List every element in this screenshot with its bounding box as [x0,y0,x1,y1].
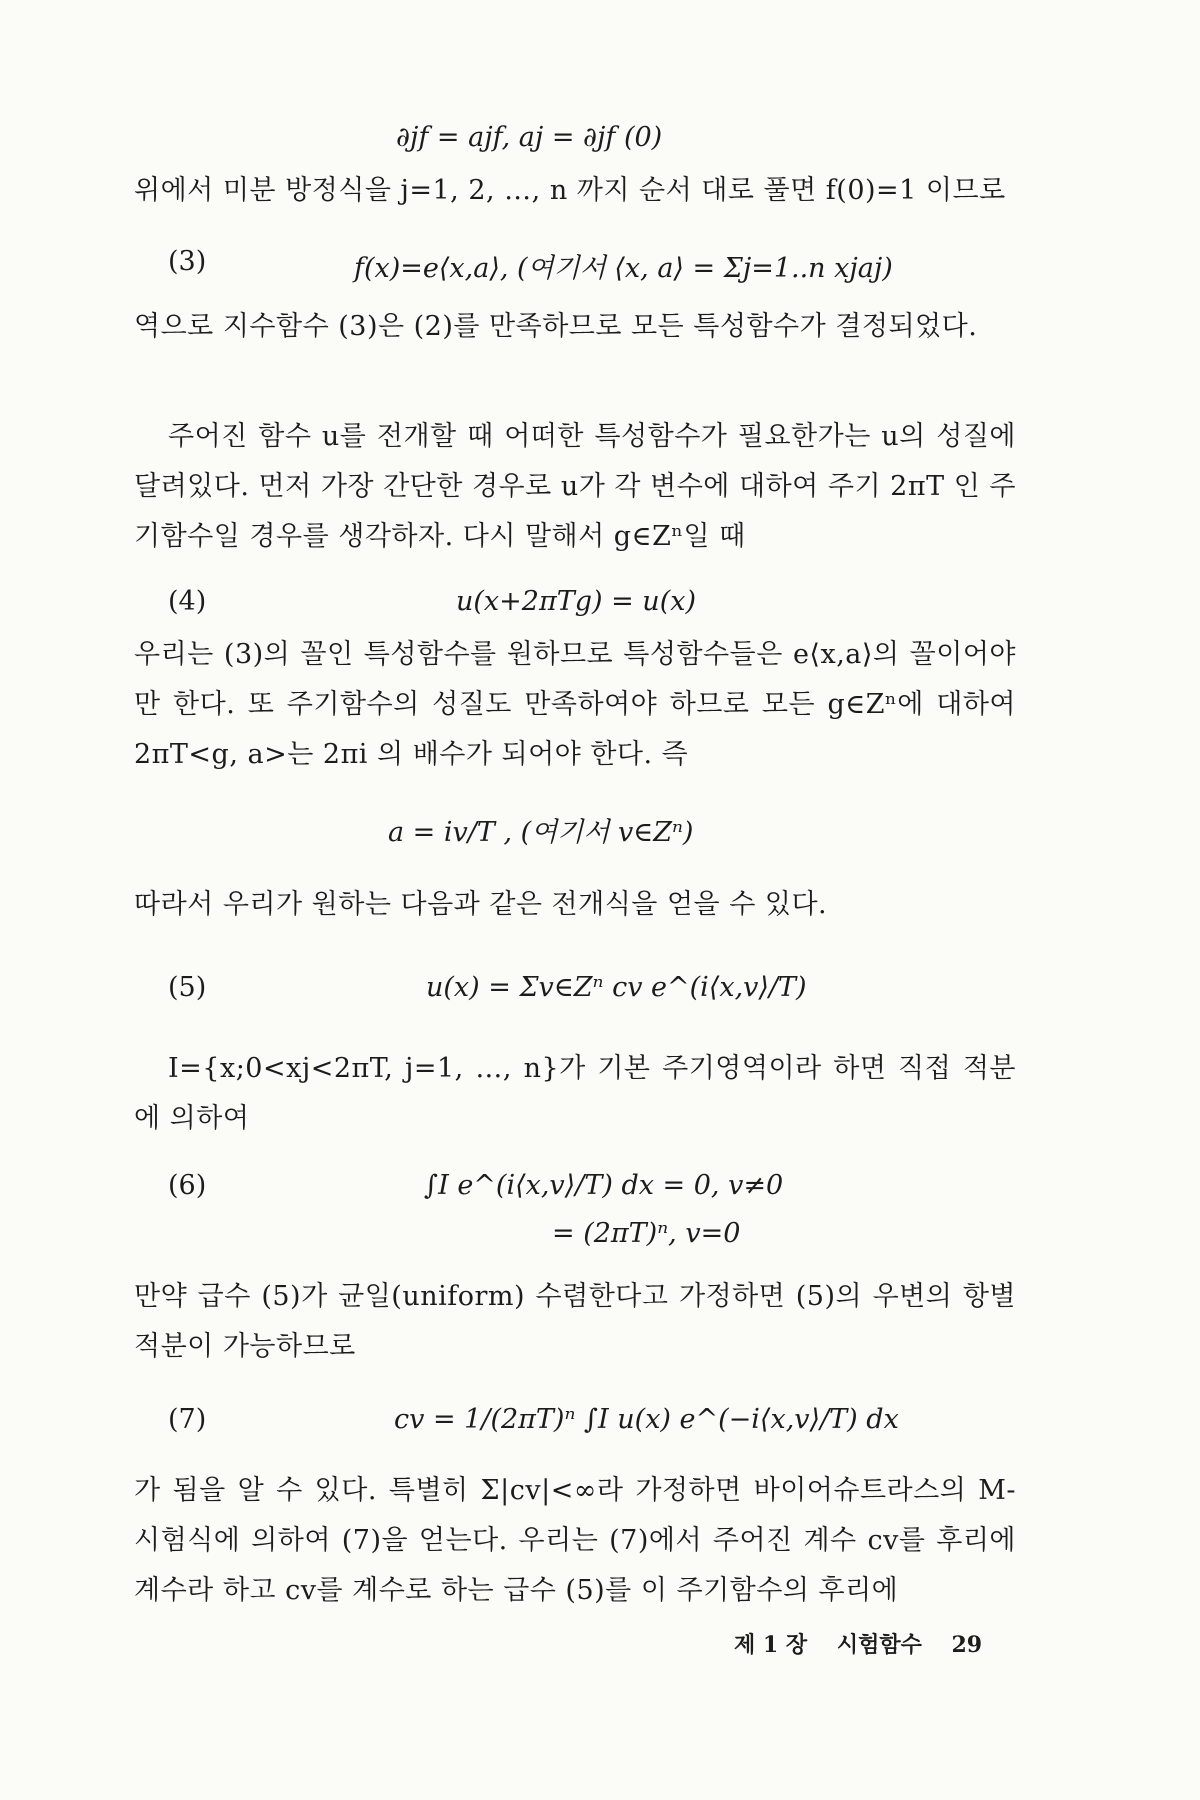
page-number: 29 [951,1632,983,1658]
equation-top [0,112,1200,172]
equation-6-line-2: = (2πT)ⁿ, v=0 [552,1218,741,1249]
paragraph-3: 주어진 함수 u를 전개할 때 어떠한 특성함수가 필요한가는 u의 성질에 달려있다. 먼저 가장 간단한 경우로 u가 각 변수에 대하여 주기 2πT 인 주기함수일 경우를 생각하자. 다시 말해서 g∈Zⁿ일 때 [134,421,1016,552]
page-footer [734,1628,982,1659]
equation-top-body: ∂jf = ajf, aj = ∂jf (0) [396,122,663,153]
paragraph-8: 가 됨을 알 수 있다. 특별히 Σ|cv|<∞라 가정하면 바이어슈트라스의 M- 시험식에 의하여 (7)을 얻는다. 우리는 (7)에서 주어진 계수 cv를 후리에 계수라 하고 cv를 계수로 하는 급수 (5)를 이 주기함수의 후리에 [134,1475,1016,1606]
equation-3-body: f(x)=e⟨x,a⟩, (여기서 ⟨x, a⟩ = Σj=1..n xjaj) [354,253,893,284]
equation-6-number: (6) [168,1170,207,1201]
equation-4-body: u(x+2πTg) = u(x) [456,586,696,617]
paragraph-5: 따라서 우리가 원하는 다음과 같은 전개식을 얻을 수 있다. [134,889,828,920]
equation-5-number: (5) [168,972,207,1003]
equation-4 [0,576,1200,636]
equation-a [0,800,1200,860]
equation-7-number: (7) [168,1404,207,1435]
equation-7-body: cv = 1/(2πT)ⁿ ∫I u(x) e^(−i⟨x,v⟩/T) dx [394,1404,899,1435]
footer-chapter: 제 1 장 [734,1632,808,1658]
equation-3 [0,236,1200,296]
equation-6 [0,1160,1200,1260]
equation-a-body: a = iv/T , (여기서 v∈Zⁿ) [388,817,694,848]
equation-6-line-1: ∫I e^(i⟨x,v⟩/T) dx = 0, v≠0 [424,1170,784,1201]
paragraph-7: 만약 급수 (5)가 균일(uniform) 수렴한다고 가정하면 (5)의 우변의 항별 적분이 가능하므로 [134,1281,1016,1362]
equation-4-number: (4) [168,586,207,617]
paragraph-6: I={x;0<xj<2πT, j=1, …, n}가 기본 주기영역이라 하면 직접 적분에 의하여 [134,1053,1016,1134]
equation-5-body: u(x) = Σv∈Zⁿ cv e^(i⟨x,v⟩/T) [426,972,807,1003]
paragraph-1: 위에서 미분 방정식을 j=1, 2, …, n 까지 순서 대로 풀면 f(0)=1 이므로 [134,175,1006,206]
footer-title: 시험함수 [836,1632,922,1658]
equation-7 [0,1394,1200,1454]
equation-3-number: (3) [168,246,207,277]
equation-5 [0,962,1200,1022]
paragraph-2: 역으로 지수함수 (3)은 (2)를 만족하므로 모든 특성함수가 결정되었다. [134,311,978,342]
paragraph-4: 우리는 (3)의 꼴인 특성함수를 원하므로 특성함수들은 e⟨x,a⟩의 꼴이어야만 한다. 또 주기함수의 성질도 만족하여야 하므로 모든 g∈Zⁿ에 대하여 2πT<g, a>는 2πi 의 배수가 되어야 한다. 즉 [134,639,1016,770]
